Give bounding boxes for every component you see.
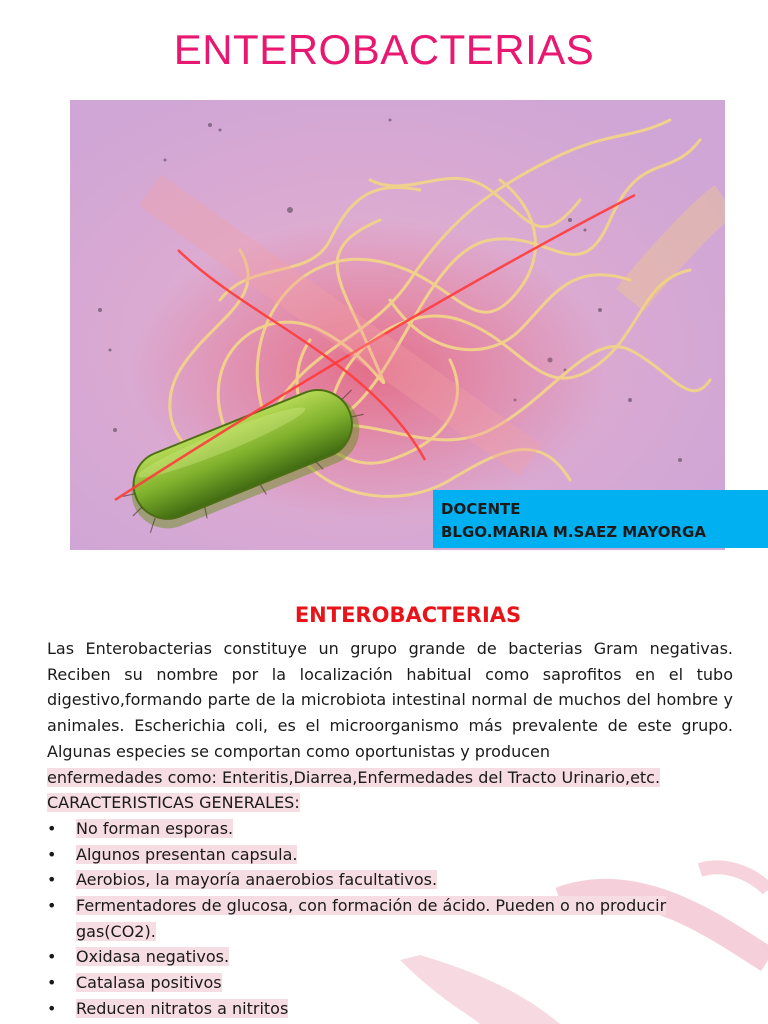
list-item (47, 893, 733, 944)
diseases-text: enfermedades como: Enteritis,Diarrea,Enfermedades del Tracto Urinario,etc. (47, 767, 661, 787)
characteristics-title (47, 790, 733, 816)
bullet-icon: • (47, 896, 57, 916)
list-item-text: Aerobios, la mayoría anaerobios facultativos. (76, 870, 438, 890)
list-item-text: Oxidasa negativos. (76, 947, 230, 967)
bullet-icon: • (47, 973, 57, 993)
characteristics-list (47, 816, 733, 1022)
list-item (47, 842, 733, 868)
page-title: ENTEROBACTERIAS (173, 26, 595, 73)
list-item-text: Algunos presentan capsula. (76, 844, 298, 864)
intro-paragraph: Las Enterobacterias constituye un grupo grande de bacterias Gram negativas. Reciben su nombre por la localización habitual como saprofitos en el tubo digestivo,formando parte de la microbiota intestinal normal de muchos del hombre y animales. Escherichia coli, es el microorganismo más prevalente de este grupo. Algunas especies se comportan como oportunistas y producen (47, 639, 733, 761)
list-item-text: Reducen nitratos a nitritos (76, 998, 289, 1018)
diseases-line (47, 765, 733, 791)
list-item-text: No forman esporas. (76, 818, 234, 838)
list-item-text: Fermentadores de glucosa, con formación de ácido. Pueden o no producir gas(CO2). (76, 896, 667, 941)
bullet-icon: • (47, 818, 57, 838)
list-item (47, 816, 733, 842)
docente-label: DOCENTE (441, 500, 521, 518)
bullet-icon: • (47, 844, 57, 864)
docente-name: BLGO.MARIA M.SAEZ MAYORGA (441, 523, 706, 541)
content-body (47, 636, 733, 1022)
bullet-icon: • (47, 947, 57, 967)
section-heading: ENTEROBACTERIAS (294, 603, 522, 627)
list-item (47, 996, 733, 1022)
docente-box (433, 490, 768, 548)
bullet-icon: • (47, 998, 57, 1018)
bullet-icon: • (47, 870, 57, 890)
list-item (47, 970, 733, 996)
characteristics-title-text: CARACTERISTICAS GENERALES: (47, 793, 300, 813)
hero-image (70, 100, 725, 550)
list-item (47, 867, 733, 893)
list-item (47, 944, 733, 970)
list-item-text: Catalasa positivos (76, 973, 222, 993)
